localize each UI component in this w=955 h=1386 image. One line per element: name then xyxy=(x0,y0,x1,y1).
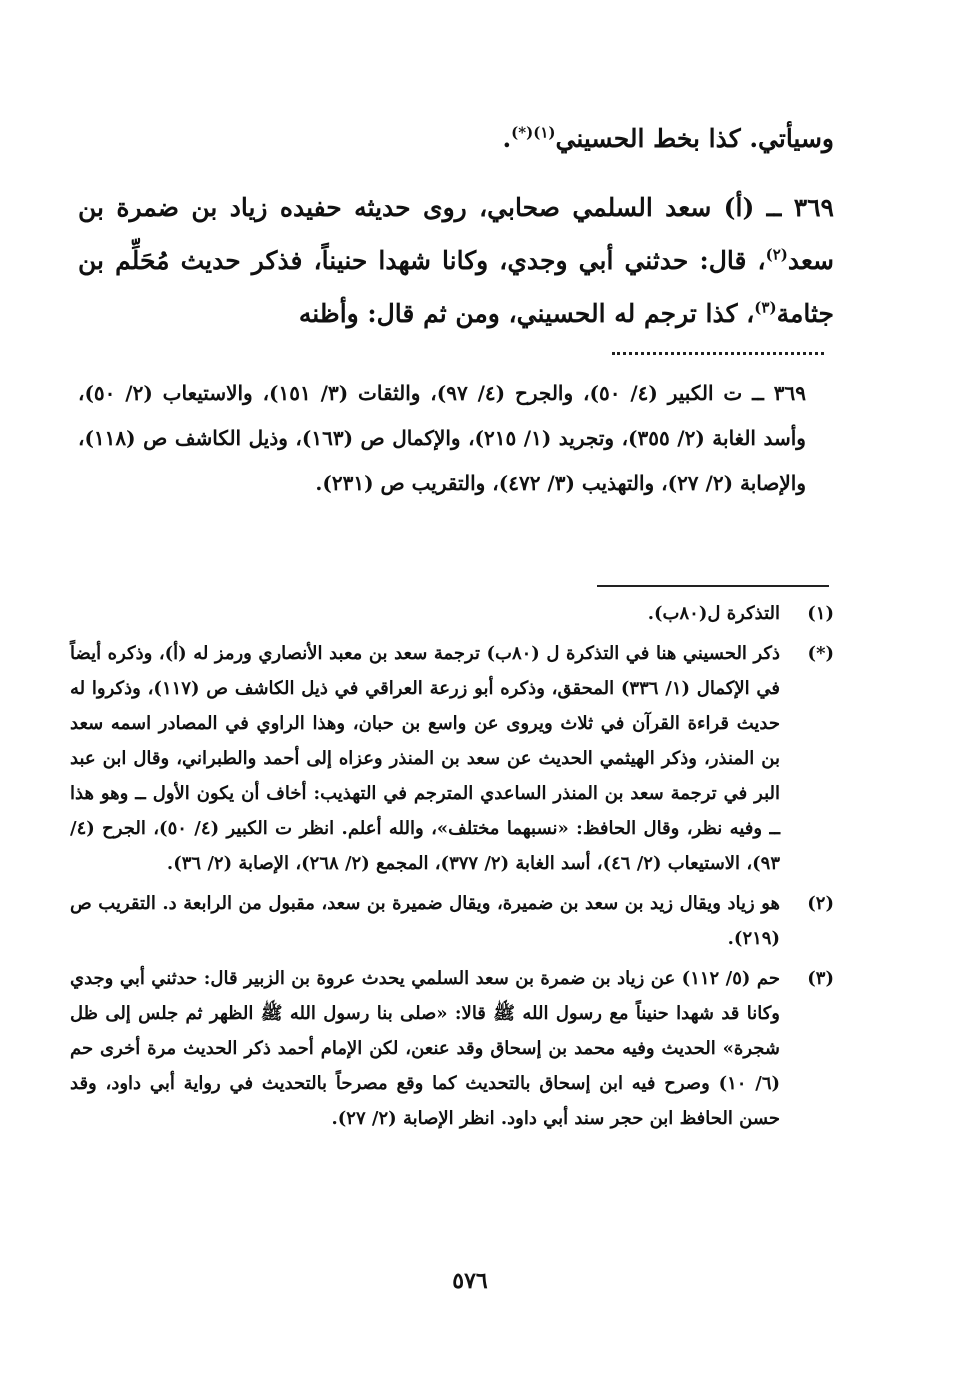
footnote-mark: (٢) xyxy=(807,893,834,914)
footnote-star xyxy=(70,636,834,881)
sources-block xyxy=(78,371,806,506)
footnote-mark: (٣) xyxy=(807,968,834,989)
footnote-text: التذكرة ل(٨٠ب). xyxy=(647,603,780,624)
footnote-ref-2: (٢) xyxy=(765,245,788,264)
footnote-text: هو زياد ويقال زيد بن سعد بن ضميرة، ويقال ضميرة بن سعد، مقبول من الرابعة د. التقريب ص (٢١٩). xyxy=(70,893,780,949)
footnote-text: ذكر الحسيني هنا في التذكرة ل (٨٠ب) ترجمة سعد بن معبد الأنصاري ورمز له (أ)، وذكره أيضاً في الإكمال (١/ ٣٣٦) المحقق، وذكره أبو زرعة العراقي في ذيل الكاشف ص (١١٧)، وذكروا له حديث قراءة القرآن في ثلاث ويروى عن واسع بن حبان، وهذا الراوي في المصادر اسمه سعد بن المنذر، وذكر الهيثمي الحديث عن سعد بن المنذر وعزاه إلى أحمد والطبراني، وقال ابن عبد البر في ترجمة سعد بن المنذر الساعدي المترجم في التهذيب: أخاف أن يكون الأول ــ وهو هذا ــ وفيه نظر، وقال الحافظ: «نسبهما مختلف»، والله أعلم. انظر ت الكبير (٤/ ٥٠)، الجرح (٤/ ٩٣)، الاستيعاب (٢/ ٤٦)، أسد الغابة (٢/ ٣٧٧)، المجمع (٢/ ٢٦٨)، الإصابة (٢/ ٣٦). xyxy=(70,643,781,874)
continuation-line xyxy=(78,112,834,165)
entry-text-part1: ٣٦٩ ــ (أ) سعد السلمي صحابي، روى حديثه حفيده زياد بن ضمرة بن سعد xyxy=(78,193,834,275)
entry-paragraph xyxy=(78,181,834,340)
footnote-rule xyxy=(597,585,829,587)
entry-text-part2: ، قال: حدثني أبي وجدي، وكانا شهدا حنيناً، فذكر حديث مُحَلِّم بن جثامة xyxy=(78,246,834,328)
continuation-paragraph xyxy=(78,112,834,165)
footnote-mark: (١) xyxy=(807,603,834,624)
footnote-3 xyxy=(70,961,834,1136)
footnote-ref-3: (٣) xyxy=(754,298,777,317)
footnote-text: حم (٥/ ١١٢) عن زياد بن ضمرة بن سعد السلمي يحدث عروة بن الزبير قال: حدثني أبي وجدي وكانا قد شهدا حنيناً مع رسول الله ﷺ قالا: «صلى بنا رسول الله ﷺ الظهر ثم جلس إلى ظل شجرة» الحديث وفيه محمد بن إسحاق وقد عنعن، لكن الإمام أحمد ذكر الحديث مرة أخرى حم (٦/ ١٠) وصرح فيه ابن إسحاق بالتحديث كما وقع مصرحاً بالتحديث في رواية أبي داود، وقد حسن الحافظ ابن حجر سند أبي داود. انظر الإصابة (٢/ ٢٧). xyxy=(70,968,781,1129)
sources-text: ٣٦٩ ــ ت الكبير (٤/ ٥٠)، والجرح (٤/ ٩٧)، والثقات (٣/ ١٥١)، والاستيعاب (٢/ ٥٠)، وأسد الغابة (٢/ ٣٥٥)، وتجريد (١/ ٢١٥)، والإكمال ص (١٦٣)، وذيل الكاشف ص (١١٨)، والإصابة (٢/ ٢٧)، والتهذيب (٣/ ٤٧٢)، والتقريب ص (٢٣١). xyxy=(78,381,806,495)
footnote-mark: (*) xyxy=(807,643,834,664)
footnotes xyxy=(70,596,834,1141)
footnote-2 xyxy=(70,886,834,956)
entry-369 xyxy=(78,181,834,340)
page-number: ٥٧٦ xyxy=(452,1268,488,1294)
entry-text-part3: ، كذا ترجم له الحسيني، ومن ثم قال: وأظنه xyxy=(298,299,755,328)
footnote-1 xyxy=(70,596,834,631)
continuation-text: وسيأتي. كذا بخط الحسيني xyxy=(555,124,834,153)
continuation-end: . xyxy=(502,124,512,153)
footnote-marks: (١)(*) xyxy=(511,123,556,142)
dotted-separator xyxy=(612,352,824,355)
